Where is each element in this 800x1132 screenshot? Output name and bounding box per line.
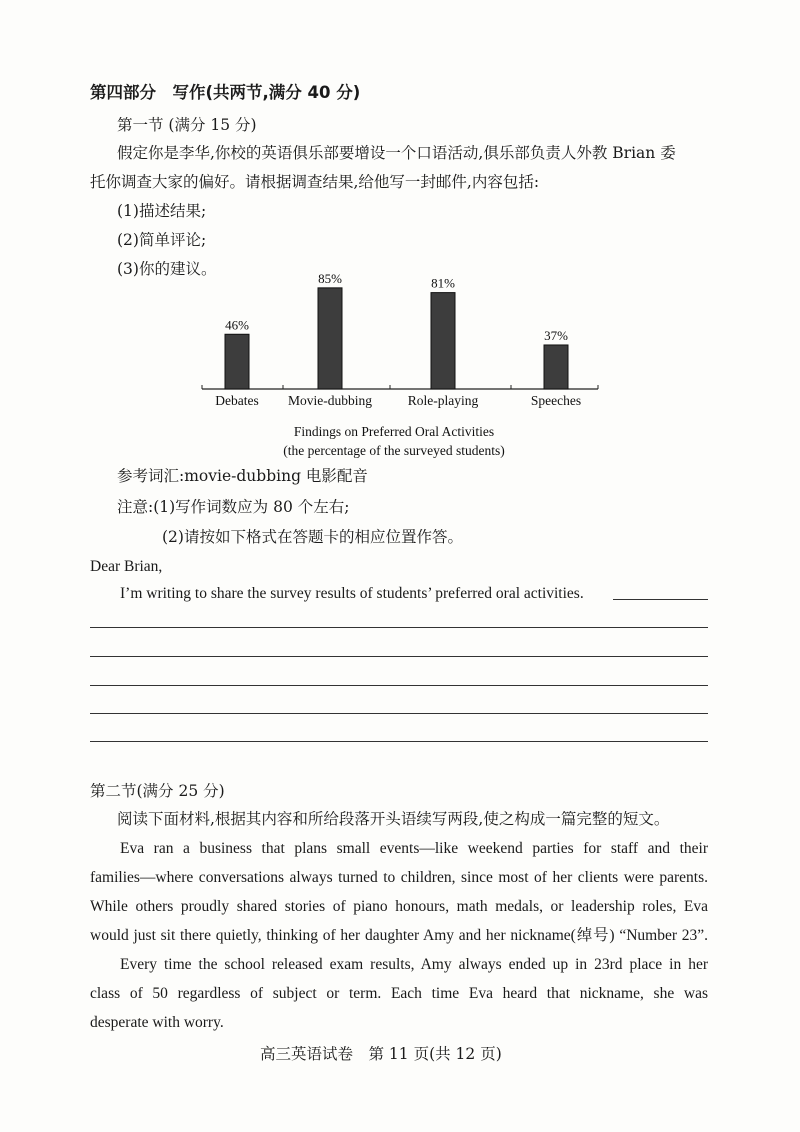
data-label: 85% <box>318 272 342 286</box>
content-item-1: (1)描述结果; <box>117 202 207 220</box>
answer-blank-inline <box>613 599 708 600</box>
tick-label: Debates <box>215 393 259 408</box>
bar-debates <box>225 334 249 389</box>
chart-title: Findings on Preferred Oral Activities <box>293 424 495 439</box>
opening-sentence: I’m writing to share the survey results of students’ preferred oral activities. <box>120 585 584 602</box>
story-line: Eva ran a business that plans small events—like weekend parties for staff and their <box>120 840 708 857</box>
answer-line <box>90 741 708 742</box>
story-line: While others proudly shared stories of piano honours, math medals, or leadership roles, Eva <box>90 898 708 915</box>
page-footer: 高三英语试卷 第 11 页(共 12 页) <box>260 1045 502 1063</box>
salutation: Dear Brian, <box>90 558 163 575</box>
data-label: 37% <box>544 327 568 343</box>
content-item-2: (2)简单评论; <box>117 231 207 249</box>
section1-heading: 第一节 (满分 15 分) <box>117 116 257 134</box>
bar-speeches <box>544 345 568 389</box>
story-line: class of 50 regardless of subject or term. Each time Eva heard that nickname, she was <box>90 985 708 1002</box>
bar-chart <box>0 272 800 462</box>
note-2: (2)请按如下格式在答题卡的相应位置作答。 <box>162 528 463 546</box>
tick-label: Speeches <box>530 393 582 408</box>
prompt-line-1: 假定你是李华,你校的英语俱乐部要增设一个口语活动,俱乐部负责人外教 Brian 委 <box>117 144 676 162</box>
bar-movie-dubbing <box>318 288 342 389</box>
part-heading: 第四部分 写作(共两节,满分 40 分) <box>90 83 361 102</box>
answer-line <box>90 713 708 714</box>
prompt-line-2: 托你调查大家的偏好。请根据调查结果,给他写一封邮件,内容包括: <box>90 173 540 191</box>
story-line: would just sit there quietly, thinking of her daughter Amy and her nickname(绰号) “Number 23”. <box>90 927 708 944</box>
section2-heading: 第二节(满分 25 分) <box>90 782 225 800</box>
story-line: desperate with worry. <box>90 1014 224 1031</box>
story-line: Every time the school released exam results, Amy always ended up in 23rd place in her <box>120 956 708 973</box>
tick-label: Role-playing <box>407 393 479 408</box>
tick-label: Movie-dubbing <box>288 393 372 408</box>
chart-subtitle: (the percentage of the surveyed students) <box>283 443 505 458</box>
story-line: families—where conversations always turned to children, since most of her clients were parents. <box>90 869 708 886</box>
answer-line <box>90 656 708 657</box>
vocab-note: 参考词汇:movie-dubbing 电影配音 <box>117 467 368 485</box>
data-label: 46% <box>225 317 249 333</box>
answer-line <box>90 685 708 686</box>
bar-role-playing <box>431 293 455 389</box>
answer-line <box>90 627 708 628</box>
section2-instruction: 阅读下面材料,根据其内容和所给段落开头语续写两段,使之构成一篇完整的短文。 <box>117 810 670 828</box>
data-label: 81% <box>431 275 455 291</box>
content-item-3: (3)你的建议。 <box>117 260 217 278</box>
note-1: 注意:(1)写作词数应为 80 个左右; <box>117 498 350 516</box>
